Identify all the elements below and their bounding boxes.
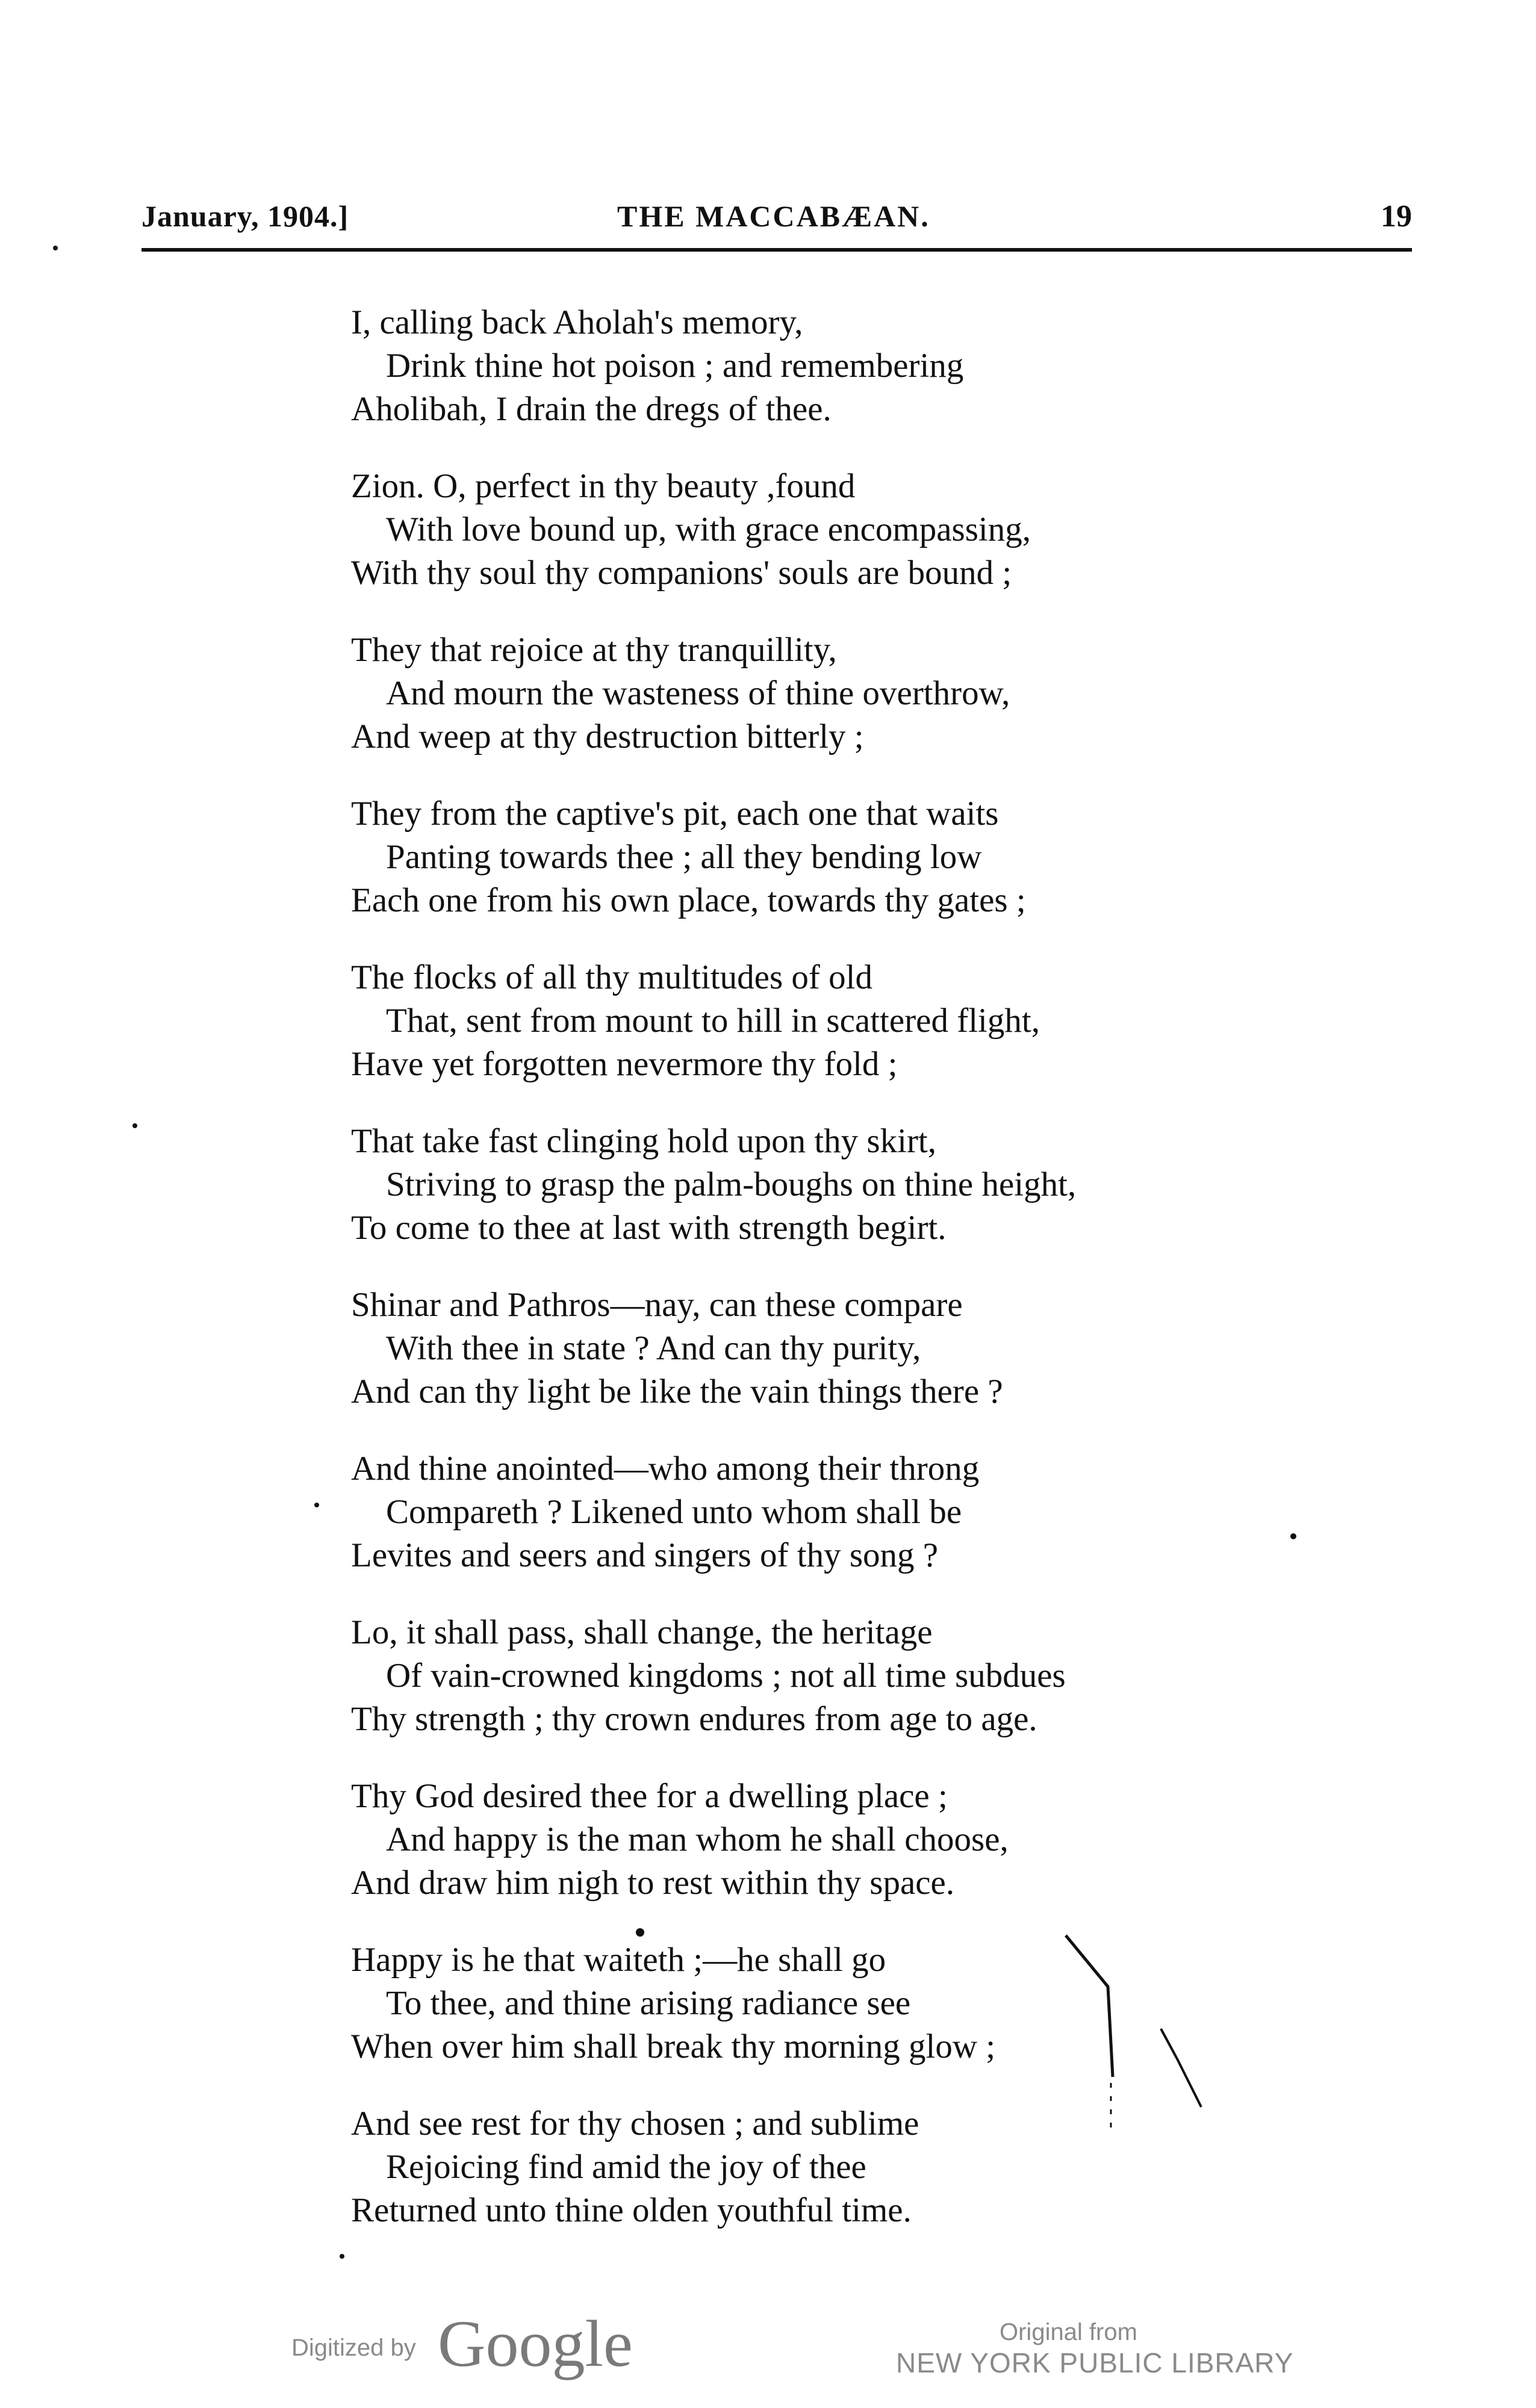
poem-line: Striving to grasp the palm-boughs on thine height,: [386, 1165, 1077, 1203]
running-header: [141, 199, 1412, 247]
poem-line: They from the captive's pit, each one that waits: [351, 795, 999, 833]
stanza: [351, 1120, 1375, 1250]
poem-line: Levites and seers and singers of thy song ?: [351, 1536, 939, 1574]
poem-line: Compareth ? Likened unto whom shall be: [386, 1493, 962, 1531]
poem-line: With thy soul thy companions' souls are bound ;: [351, 554, 1012, 592]
poem-line: The flocks of all thy multitudes of old: [351, 958, 872, 996]
header-rule: [141, 248, 1412, 252]
poem-line: Happy is he that waiteth ;—he shall go: [351, 1941, 886, 1979]
poem-line: They that rejoice at thy tranquillity,: [351, 631, 837, 669]
poem-line: To thee, and thine arising radiance see: [386, 1984, 911, 2022]
stanza: [351, 301, 1375, 431]
poem-line: Zion. O, perfect in thy beauty ,found: [351, 467, 856, 505]
ink-speck: [340, 2254, 344, 2259]
poem-line: Thy God desired thee for a dwelling place ;: [351, 1777, 948, 1815]
poem-body: [351, 301, 1375, 2266]
poem-line: Panting towards thee ; all they bending low: [386, 838, 982, 876]
stanza: [351, 465, 1375, 595]
ink-speck: [53, 246, 58, 250]
poem-line: And see rest for thy chosen ; and sublime: [351, 2105, 919, 2143]
stanza: [351, 792, 1375, 922]
poem-line: When over him shall break thy morning glow ;: [351, 2028, 996, 2065]
poem-line: Lo, it shall pass, shall change, the heritage: [351, 1613, 933, 1651]
poem-line: Rejoicing find amid the joy of thee: [386, 2148, 866, 2186]
poem-line: To come to thee at last with strength begirt.: [351, 1209, 947, 1247]
poem-line: And thine anointed—who among their throng: [351, 1450, 980, 1488]
poem-line: And weep at thy destruction bitterly ;: [351, 718, 864, 756]
poem-line: Shinar and Pathros—nay, can these compare: [351, 1286, 963, 1324]
poem-line: That take fast clinging hold upon thy skirt,: [351, 1122, 937, 1160]
poem-line: Aholibah, I drain the dregs of thee.: [351, 390, 832, 428]
google-logo: Google: [438, 2307, 633, 2380]
digitized-by-label: Digitized by: [291, 2335, 416, 2361]
poem-line: And mourn the wasteness of thine overthrow,: [386, 674, 1010, 712]
stanza: [351, 1611, 1375, 1741]
stanza: [351, 2102, 1375, 2232]
poem-line: Each one from his own place, towards thy gates ;: [351, 881, 1026, 919]
header-date: January, 1904.]: [141, 199, 349, 233]
ink-speck: [132, 1123, 137, 1128]
poem-line: Thy strength ; thy crown endures from age to age.: [351, 1700, 1037, 1738]
poem-line: And draw him nigh to rest within thy space.: [351, 1864, 955, 1902]
poem-line: And happy is the man whom he shall choose,: [386, 1820, 1009, 1858]
poem-line: With thee in state ? And can thy purity,: [386, 1329, 921, 1367]
poem-line: Have yet forgotten nevermore thy fold ;: [351, 1045, 898, 1083]
journal-title: THE MACCABÆAN.: [617, 199, 930, 233]
stanza: [351, 1775, 1375, 1905]
poem-line: That, sent from mount to hill in scattered flight,: [386, 1002, 1040, 1040]
poem-line: With love bound up, with grace encompassing,: [386, 510, 1031, 548]
stanza: [351, 1283, 1375, 1413]
stanza: [351, 1447, 1375, 1577]
stanza: [351, 628, 1375, 759]
poem-line: And can thy light be like the vain things there ?: [351, 1373, 1003, 1410]
original-from-label: Original from: [1000, 2319, 1137, 2345]
stanza: [351, 1938, 1375, 2068]
digitization-footer: [0, 2307, 1536, 2408]
ink-speck: [314, 1503, 319, 1507]
poem-line: Drink thine hot poison ; and remembering: [386, 347, 964, 385]
poem-line: Of vain-crowned kingdoms ; not all time subdues: [386, 1657, 1066, 1695]
library-name: NEW YORK PUBLIC LIBRARY: [896, 2347, 1294, 2379]
poem-line: Returned unto thine olden youthful time.: [351, 2191, 912, 2229]
stanza: [351, 956, 1375, 1086]
page-number: 19: [1381, 199, 1412, 234]
poem-line: I, calling back Aholah's memory,: [351, 303, 803, 341]
